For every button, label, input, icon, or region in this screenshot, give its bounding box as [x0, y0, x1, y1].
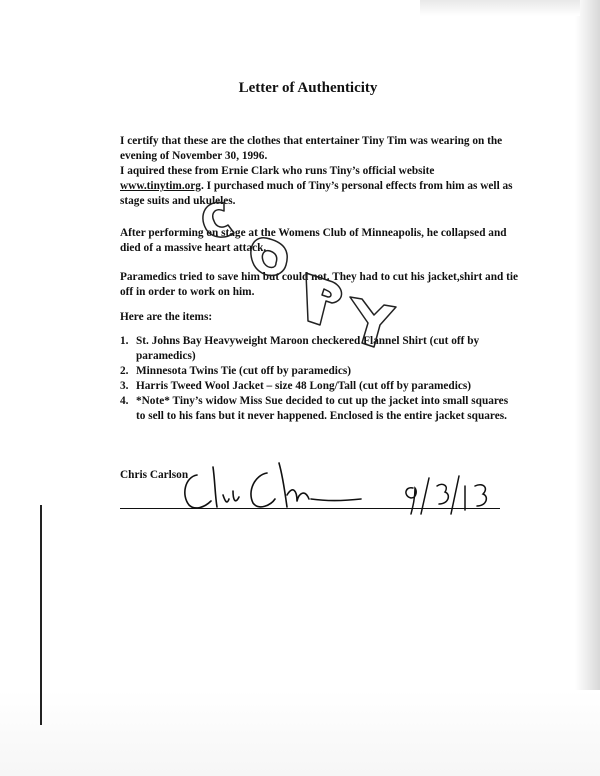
copy-watermark-stamp	[190, 185, 430, 365]
list-item-number: 1.	[120, 335, 129, 347]
list-item-text: St. Johns Bay Heavyweight Maroon checkered Flannel Shirt (cut off by paramedics)	[136, 335, 480, 362]
paragraph-items-intro: Here are the items:	[120, 311, 213, 323]
letter-title: Letter of Authenticity	[238, 80, 378, 96]
list-item-number: 4.	[120, 395, 129, 407]
scan-edge-right	[575, 0, 600, 776]
list-item	[120, 379, 520, 394]
list-item-text: Harris Tweed Wool Jacket – size 48 Long/Tall (cut off by paramedics)	[136, 380, 472, 392]
list-item	[120, 364, 520, 379]
signer-name: Chris Carlson	[120, 469, 189, 481]
list-item	[120, 394, 520, 424]
paragraph-paramedics: Paramedics tried to save him but could not. They had to cut his jacket,shirt and tie off in order to work on him.	[120, 271, 519, 298]
paragraph-acquired-text-end: . I purchased much of Tiny’s personal effects from him as well as stage suits and ukuleles.	[120, 180, 513, 207]
handwritten-signature	[175, 455, 375, 515]
scan-bottom-shade	[0, 690, 600, 776]
paragraph-acquired-text-start: I aquired these from Ernie Clark who runs Tiny’s official website	[120, 165, 435, 177]
paragraph-performing: After performing on stage at the Womens Club of Minneapolis, he collapsed and died of a massive heart attack.	[120, 227, 507, 254]
list-item-text: *Note* Tiny’s widow Miss Sue decided to cut up the jacket into small squares to sell to his fans but it never happened. Enclosed is the entire jacket squares.	[136, 395, 509, 422]
list-item-number: 3.	[120, 380, 129, 392]
list-item-number: 2.	[120, 365, 129, 377]
paragraph-certify: I certify that these are the clothes that entertainer Tiny Tim was wearing on the evening of November 30, 1996.	[120, 135, 503, 162]
handwritten-date	[395, 470, 495, 520]
scan-edge-left	[40, 505, 42, 725]
signature-line	[120, 508, 500, 509]
scan-top-noise	[420, 0, 580, 16]
list-item-text: Minnesota Twins Tie (cut off by paramedics)	[136, 365, 352, 377]
website-link[interactable]: www.tinytim.org	[120, 180, 201, 192]
